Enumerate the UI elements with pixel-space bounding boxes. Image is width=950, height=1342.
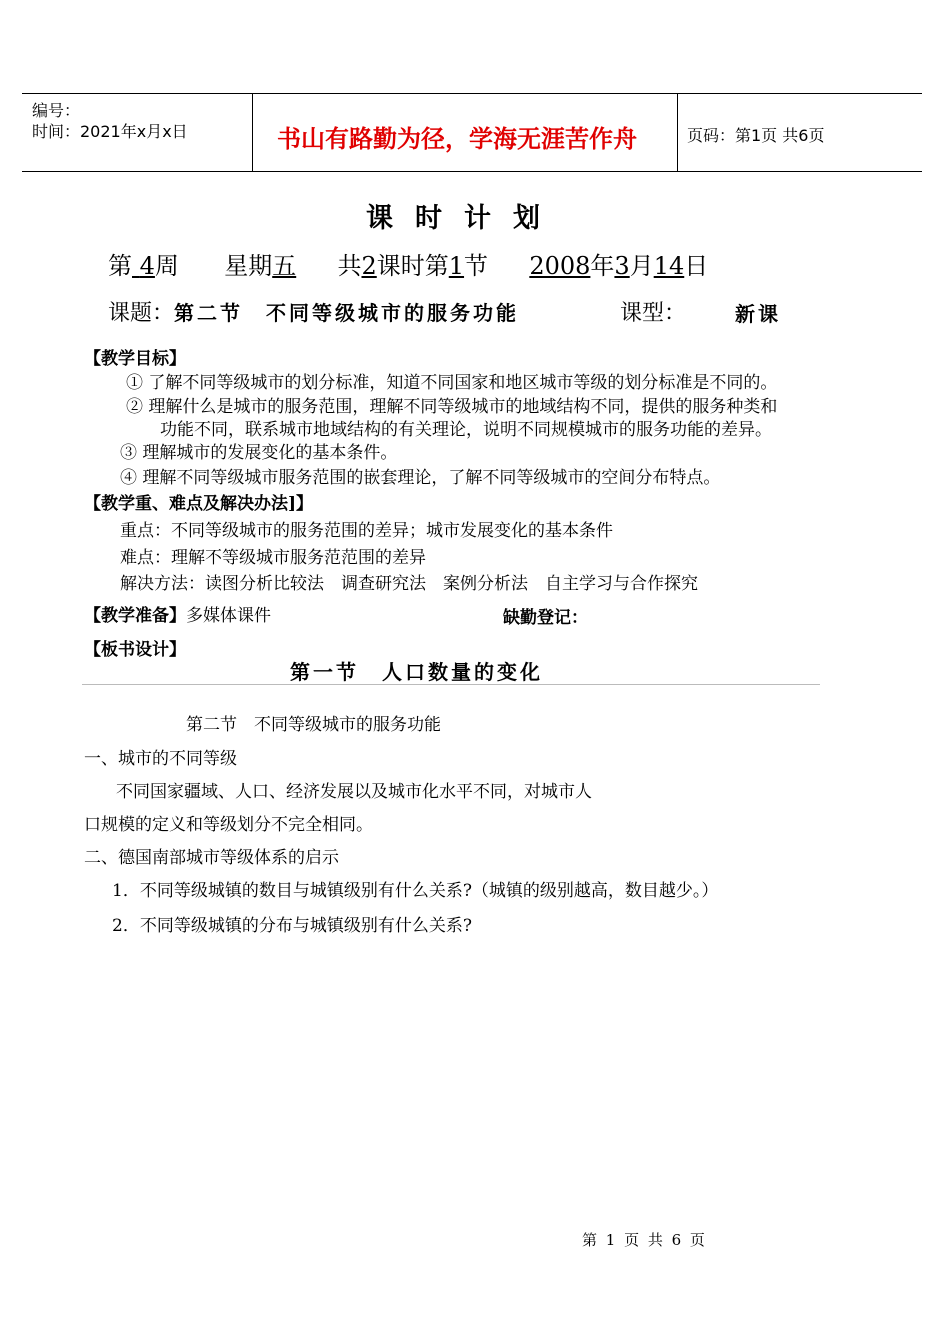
method-text: 解决方法：读图分析比较法 调查研究法 案例分析法 自主学习与合作探究 (120, 574, 698, 594)
objective-item: ② 理解什么是城市的服务范围，理解不同等级城市的地域结构不同，提供的服务种类和 (126, 397, 778, 417)
part1-title: 一、城市的不同等级 (84, 749, 237, 769)
year-suffix: 年 (590, 252, 615, 280)
objective-item: ③ 理解城市的发展变化的基本条件。 (120, 443, 398, 463)
question-2: 2．不同等级城镇的分布与城镇级别有什么关系? (112, 916, 472, 936)
question-1: 1．不同等级城镇的数目与城镇级别有什么关系?（城镇的级别越高，数目越少。） (112, 881, 719, 901)
week-value (132, 252, 155, 280)
objective-item: ① 了解不同等级城市的划分标准，知道不同国家和地区城市等级的划分标准是不同的。 (126, 373, 778, 393)
lesson-type-value (735, 298, 781, 327)
month-suffix: 月 (629, 252, 654, 280)
weekday-value: 五 (272, 252, 297, 280)
topic-label: 课题： (108, 301, 175, 326)
objective-item: 功能不同，联系城市地域结构的有关理论，说明不同规模城市的服务功能的差异。 (160, 420, 772, 440)
focus-text: 重点：不同等级城市的服务范围的差异；城市发展变化的基本条件 (120, 521, 613, 541)
preparation-row (84, 601, 271, 626)
header-left-cell (22, 94, 253, 171)
lesson-value: 1 (448, 252, 465, 280)
week-prefix: 第 (108, 252, 132, 280)
lesson-type-label: 课型： (620, 301, 687, 326)
divider (82, 684, 820, 685)
total-prefix: 共 (337, 252, 362, 280)
year-value: 2008 (529, 252, 591, 280)
part2-title: 二、德国南部城市等级体系的启示 (84, 848, 339, 868)
number-label: 编号： (32, 101, 81, 120)
preparation-value: 多媒体课件 (186, 606, 271, 626)
lesson-type-text: 新课 (735, 302, 781, 326)
page-footer: 第 1 页 共 6 页 (582, 1231, 707, 1249)
schedule-info (108, 246, 708, 281)
week-suffix: 周 (154, 252, 179, 280)
absence-label: 缺勤登记： (503, 608, 588, 628)
page-title: 课时计划 (366, 203, 562, 234)
objective-item: ④ 理解不同等级城市服务范围的嵌套理论，了解不同等级城市的空间分布特点。 (120, 468, 721, 488)
total-value: 2 (361, 252, 377, 280)
page-label: 页码：第1页 共6页 (687, 126, 825, 145)
section-title: 第二节 不同等级城市的服务功能 (186, 715, 441, 735)
header-table (22, 93, 922, 172)
preparation-heading: 【教学准备】 (84, 606, 186, 626)
weekday-prefix: 星期 (224, 252, 273, 280)
header-right-cell (677, 94, 922, 171)
lesson-suffix: 节 (464, 252, 489, 280)
key-points-heading: 【教学重、难点及解决办法]】 (84, 494, 314, 514)
difficulty-text: 难点：理解不等级城市服务范范围的差异 (120, 548, 426, 568)
topic-row (108, 296, 519, 327)
board-overlay-title: 第一节 人口数量的变化 (290, 660, 543, 684)
board-heading: 【板书设计】 (84, 640, 186, 660)
month-value: 3 (614, 252, 630, 280)
part1-text-line2: 口规模的定义和等级划分不完全相同。 (84, 815, 373, 835)
lesson-mid: 课时第 (376, 252, 449, 280)
motto: 书山有路勤为径，学海无涯苦作舟 (277, 125, 637, 153)
week-number: 4 (139, 252, 155, 280)
day-value: 14 (653, 252, 685, 280)
time-label: 时间：2021年x月x日 (32, 122, 188, 141)
objectives-heading: 【教学目标】 (84, 349, 186, 369)
topic-value: 第二节 不同等级城市的服务功能 (174, 301, 520, 325)
part1-text-line1: 不同国家疆域、人口、经济发展以及城市化水平不同，对城市人 (116, 782, 592, 802)
day-suffix: 日 (684, 252, 709, 280)
header-motto-cell (252, 94, 678, 171)
